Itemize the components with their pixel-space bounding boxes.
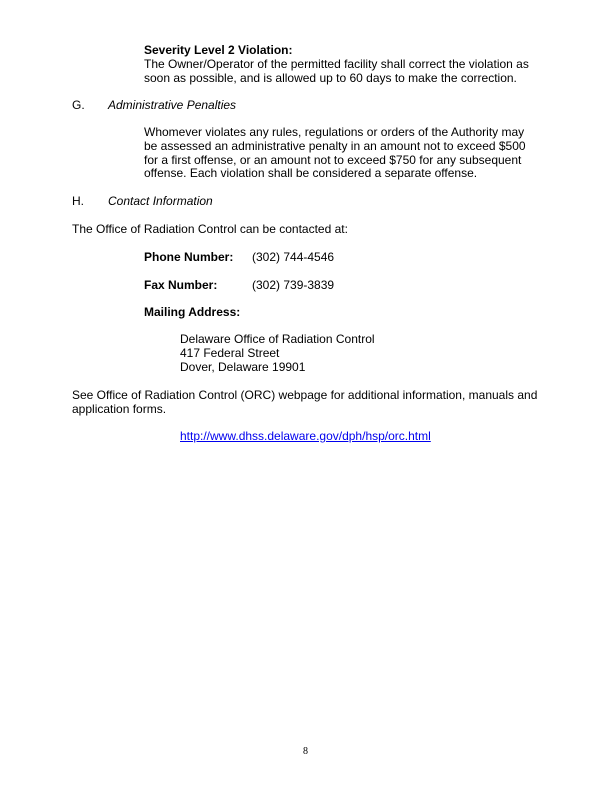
fax-label: Fax Number: — [144, 278, 218, 292]
section-g-title: Administrative Penalties — [108, 98, 237, 112]
address-line-1: Delaware Office of Radiation Control — [180, 332, 375, 346]
address-line-2: 417 Federal Street — [180, 346, 280, 360]
section-h-letter: H. — [72, 194, 84, 208]
phone-label: Phone Number: — [144, 250, 234, 264]
violation-text-line-1: The Owner/Operator of the permitted facility shall correct the violation as — [144, 57, 529, 71]
contact-intro: The Office of Radiation Control can be contacted at: — [72, 222, 348, 236]
page-number: 8 — [303, 746, 308, 757]
see-more-line-1: See Office of Radiation Control (ORC) webpage for additional information, manuals and — [72, 388, 538, 402]
orc-webpage-link[interactable]: http://www.dhss.delaware.gov/dph/hsp/orc.html — [180, 429, 431, 443]
violation-heading: Severity Level 2 Violation: — [144, 43, 293, 57]
address-line-3: Dover, Delaware 19901 — [180, 360, 306, 374]
penalties-text-line-4: offense. Each violation shall be considered a separate offense. — [144, 166, 478, 180]
see-more-line-2: application forms. — [72, 402, 167, 416]
section-h-title: Contact Information — [108, 194, 213, 208]
violation-text-line-2: soon as possible, and is allowed up to 60 days to make the correction. — [144, 71, 517, 85]
penalties-text-line-3: for a first offense, or an amount not to exceed $750 for any subsequent — [144, 153, 522, 167]
section-g-letter: G. — [72, 98, 85, 112]
penalties-text-line-2: be assessed an administrative penalty in an amount not to exceed $500 — [144, 139, 526, 153]
penalties-text-line-1: Whomever violates any rules, regulations or orders of the Authority may — [144, 125, 525, 139]
mailing-address-label: Mailing Address: — [144, 305, 241, 319]
fax-value: (302) 739-3839 — [252, 278, 335, 292]
phone-value: (302) 744-4546 — [252, 250, 335, 264]
